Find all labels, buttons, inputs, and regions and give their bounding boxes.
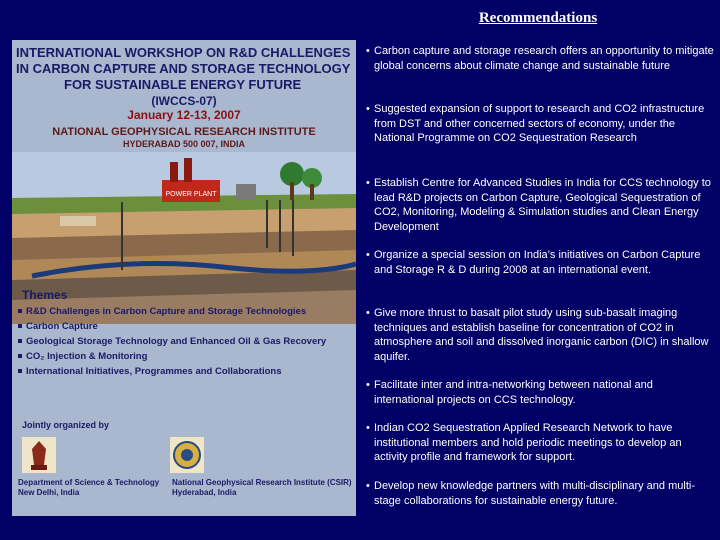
square-bullet-icon: [18, 309, 22, 313]
theme-item: [18, 336, 352, 348]
organizer-dst: [18, 478, 168, 498]
recommendation-text: Suggested expansion of support to research and CO2 infrastructure from DST and other concerned sectors of economy, under the National Programme on CO2 Sequestration Research: [374, 103, 705, 144]
bullet-icon: •: [366, 177, 370, 189]
theme-item: [18, 366, 352, 378]
theme-text: International Initiatives, Programmes and Collaborations: [26, 366, 282, 377]
bullet-icon: •: [366, 249, 370, 261]
bullet-icon: •: [366, 103, 370, 115]
bullet-icon: •: [366, 480, 370, 492]
bullet-icon: •: [366, 45, 370, 57]
recommendation-text: Develop new knowledge partners with multi-disciplinary and multi-stage collaborations for sustainable energy future.: [374, 480, 695, 507]
recommendation-item: [364, 176, 714, 234]
themes-heading: Themes: [22, 288, 68, 302]
recommendation-text: Establish Centre for Advanced Studies in India for CCS technology to lead R&D projects on Carbon Capture, Geological Sequestration of CO2, Monitoring, Modeling & Simulation studies and Clean Energy Development: [374, 177, 711, 233]
organizer-ngri: [172, 478, 354, 498]
workshop-title: [12, 45, 356, 93]
ngri-emblem-icon: [170, 437, 204, 473]
bullet-icon: •: [366, 307, 370, 319]
themes-list: [18, 306, 352, 381]
workshop-acronym: (IWCCS-07): [151, 94, 217, 108]
recommendation-item: [364, 44, 714, 73]
workshop-title-line: IN CARBON CAPTURE AND STORAGE TECHNOLOGY: [16, 61, 351, 76]
dst-emblem-icon: [22, 437, 56, 473]
slide-title: Recommendations: [478, 10, 598, 26]
recommendation-item: [364, 421, 714, 465]
bullet-icon: •: [366, 379, 370, 391]
recommendation-item: [364, 102, 714, 146]
recommendation-text: Indian CO2 Sequestration Applied Research Network to have institutional members and hold periodic meetings to develop an activity profile and framework for support.: [374, 422, 682, 463]
recommendation-item: [364, 378, 714, 407]
organizer-city: Hyderabad, India: [172, 488, 237, 497]
host-institute: NATIONAL GEOPHYSICAL RESEARCH INSTITUTE: [52, 126, 316, 138]
workshop-title-line: FOR SUSTAINABLE ENERGY FUTURE: [64, 77, 302, 92]
theme-text: R&D Challenges in Carbon Capture and Storage Technologies: [26, 306, 307, 317]
theme-item: [18, 351, 352, 363]
power-plant-label: POWER PLANT: [165, 191, 217, 198]
organizer-name: National Geophysical Research Institute (CSIR): [172, 478, 352, 487]
recommendation-item: [364, 479, 714, 508]
square-bullet-icon: [18, 339, 22, 343]
workshop-dates: January 12-13, 2007: [127, 108, 241, 122]
recommendation-text: Facilitate inter and intra-networking between national and international projects on CCS technology.: [374, 379, 653, 406]
recommendation-item: [364, 248, 714, 277]
organizer-name: Department of Science & Technology: [18, 478, 160, 487]
recommendation-text: Give more thrust to basalt pilot study using sub-basalt imaging techniques and establish baseline for concentration of CO2 in atmosphere and soil and dissolved inorganic carbon (DIC) in shallow aquifer.: [374, 307, 709, 363]
square-bullet-icon: [18, 369, 22, 373]
theme-item: [18, 306, 352, 318]
jointly-organized-label: Jointly organized by: [22, 420, 110, 430]
host-city: HYDERABAD 500 007, INDIA: [122, 139, 246, 149]
theme-text: CO₂ Injection & Monitoring: [26, 351, 148, 362]
workshop-title-line: INTERNATIONAL WORKSHOP ON R&D CHALLENGES: [16, 45, 351, 60]
square-bullet-icon: [18, 354, 22, 358]
workshop-brochure-image: [12, 40, 356, 516]
theme-text: Carbon Capture: [26, 321, 98, 332]
recommendation-item: [364, 306, 714, 364]
square-bullet-icon: [18, 324, 22, 328]
theme-item: [18, 321, 352, 333]
organizer-city: New Delhi, India: [18, 488, 80, 497]
theme-text: Geological Storage Technology and Enhanced Oil & Gas Recovery: [26, 336, 327, 347]
bullet-icon: •: [366, 422, 370, 434]
recommendation-text: Organize a special session on India’s initiatives on Carbon Capture and Storage R & D during 2008 at an international event.: [374, 249, 701, 276]
recommendation-text: Carbon capture and storage research offers an opportunity to mitigate global concerns about climate change and sustainable future: [374, 45, 714, 72]
